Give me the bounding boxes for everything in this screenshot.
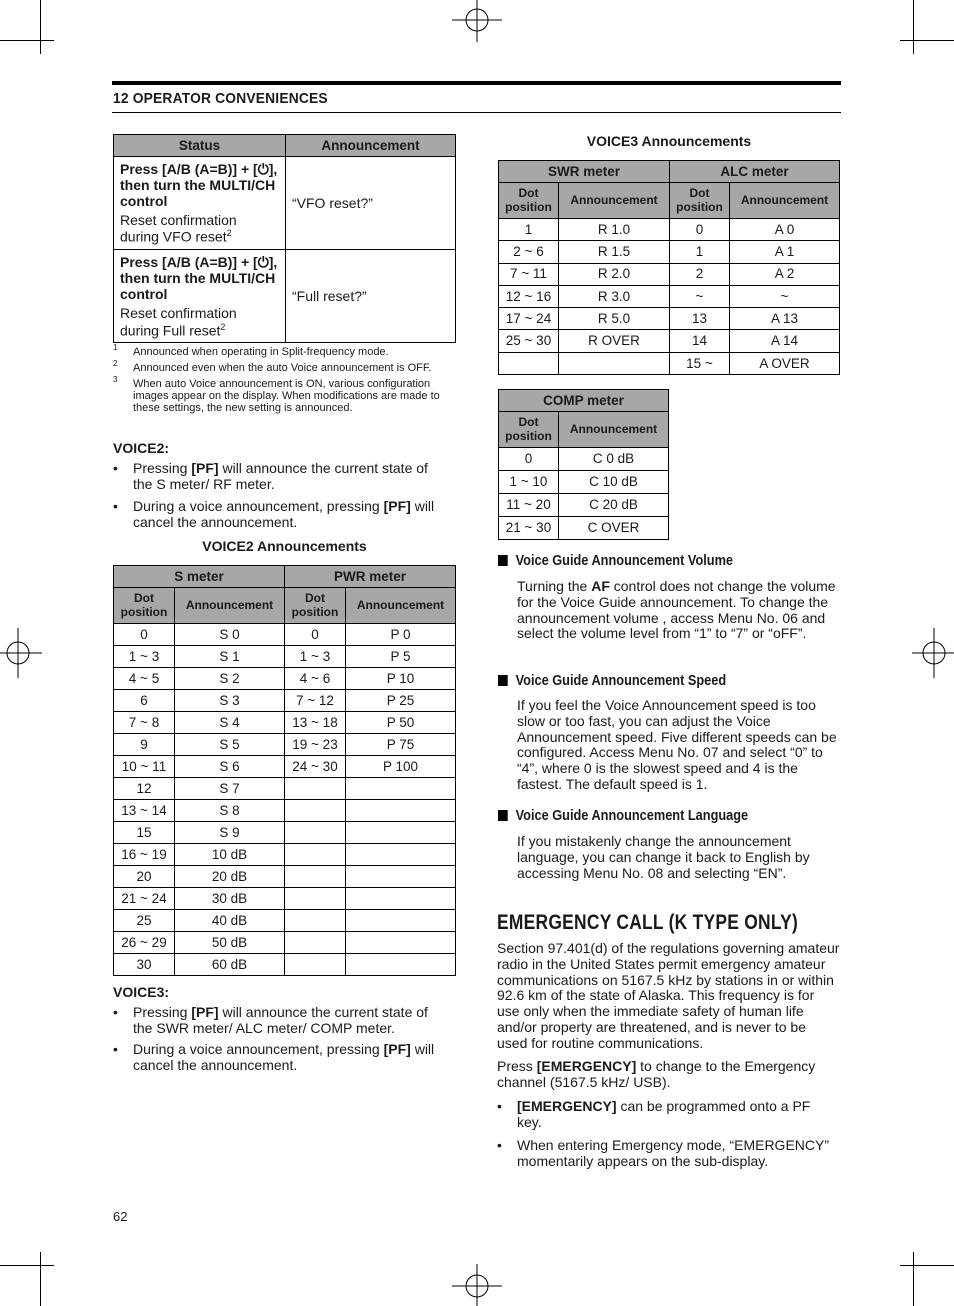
announcement-cell: 60 dB	[175, 954, 285, 976]
announcement-cell: A 0	[730, 219, 840, 241]
group-header-swr-meter: SWR meter	[499, 161, 670, 183]
dot-position-cell	[285, 910, 346, 932]
dot-position-cell: 13 ~ 18	[285, 712, 346, 734]
dot-position-cell: 0	[285, 624, 346, 646]
emergency-bullet: • When entering Emergency mode, “EMERGENCY” momentarily appears on the sub-display.	[497, 1137, 829, 1169]
voice3-bullet: • Pressing [PF] will announce the current state of the SWR meter/ ALC meter/ COMP meter.	[113, 1004, 428, 1036]
announcement-cell: 20 dB	[175, 866, 285, 888]
announcement-cell: S 4	[175, 712, 285, 734]
announcement-cell: C 10 dB	[559, 471, 669, 494]
announcement-cell: S 7	[175, 778, 285, 800]
table-row	[114, 690, 456, 712]
table-row	[499, 308, 840, 330]
dot-position-cell: 0	[114, 624, 175, 646]
group-header-s-meter: S meter	[114, 566, 285, 588]
crop-mark	[0, 1265, 54, 1266]
announcement-cell: “VFO reset?”	[286, 157, 456, 250]
voice2-heading: VOICE2:	[113, 440, 170, 456]
announcement-cell: A 1	[730, 241, 840, 263]
dot-position-cell: 1 ~ 3	[285, 646, 346, 668]
announcement-cell	[346, 954, 456, 976]
dot-position-cell: 25 ~ 30	[499, 330, 559, 352]
announcement-cell: P 50	[346, 712, 456, 734]
dot-position-cell: 1	[670, 241, 730, 263]
emergency-press-paragraph: Press [EMERGENCY] to change to the Emergency channel (5167.5 kHz/ USB).	[497, 1058, 816, 1090]
dot-position-cell: 12	[114, 778, 175, 800]
dot-position-cell: 15	[114, 822, 175, 844]
dot-position-cell: ~	[670, 285, 730, 307]
table-row	[114, 157, 456, 250]
crop-mark	[913, 0, 914, 54]
crop-mark	[0, 40, 54, 41]
announcement-cell: R 3.0	[559, 285, 670, 307]
dot-position-cell: 26 ~ 29	[114, 932, 175, 954]
dot-position-cell: 4 ~ 6	[285, 668, 346, 690]
voice2-announcements-table	[113, 565, 456, 976]
dot-position-cell: 16 ~ 19	[114, 844, 175, 866]
dot-position-cell	[285, 844, 346, 866]
announcement-cell: P 5	[346, 646, 456, 668]
table-row	[114, 954, 456, 976]
table-row	[114, 888, 456, 910]
dot-position-cell: 1 ~ 10	[499, 471, 559, 494]
dot-position-cell	[499, 352, 559, 374]
announcement-cell	[346, 932, 456, 954]
table-row	[499, 285, 840, 307]
emergency-paragraph: Section 97.401(d) of the regulations governing amateur radio in the United States permit emergency amateur communications on 5167.5 kHz by stations in or within 92.6 km of the state of Alaska. This frequency is for use only when the immediate safety of human life and/or property are threatened, and is never to be used for routine communications.	[497, 940, 840, 1051]
table-row	[499, 494, 669, 517]
dot-position-cell: 1	[499, 219, 559, 241]
dot-position-cell	[285, 800, 346, 822]
table-row	[499, 448, 669, 471]
dot-position-cell: 14	[670, 330, 730, 352]
voice2-caption: VOICE2 Announcements	[202, 538, 367, 554]
section-text-speed: If you feel the Voice Announcement speed is too slow or too fast, you can adjust the Voice Announcement speed. Five different speeds can be configured. Access Menu No. 07 and select “0” to “4”, where 0 is the slowest speed and 4 is the fastest. The default speed is 1.	[517, 697, 837, 793]
table-row	[114, 756, 456, 778]
dot-position-cell: 20	[114, 866, 175, 888]
status-description: Reset confirmation during VFO reset$^2$	[120, 212, 237, 246]
table-row	[499, 517, 669, 540]
dot-position-cell: 15 ~	[670, 352, 730, 374]
announcement-cell	[346, 778, 456, 800]
dot-position-cell: 13 ~ 14	[114, 800, 175, 822]
announcement-cell: R 5.0	[559, 308, 670, 330]
dot-position-cell: 2	[670, 263, 730, 285]
col-header-status: Status	[114, 135, 286, 157]
table-row	[499, 330, 840, 352]
subheader-announcement: Announcement	[175, 588, 285, 624]
table-row	[499, 263, 840, 285]
col-header-announcement: Announcement	[286, 135, 456, 157]
announcement-cell: S 0	[175, 624, 285, 646]
dot-position-cell	[285, 866, 346, 888]
table-row	[114, 800, 456, 822]
table-row	[499, 352, 840, 374]
dot-position-cell: 13	[670, 308, 730, 330]
subheader-announcement: Announcement	[730, 183, 840, 219]
announcement-cell	[559, 352, 670, 374]
crop-mark	[900, 40, 954, 41]
announcement-cell: S 3	[175, 690, 285, 712]
announcement-cell: R 1.5	[559, 241, 670, 263]
status-cell	[114, 157, 286, 250]
announcement-cell: S 5	[175, 734, 285, 756]
voice3-announcements-table	[498, 160, 840, 375]
subheader-dot-position: Dot position	[114, 588, 175, 624]
announcement-cell: R 1.0	[559, 219, 670, 241]
table-row	[114, 668, 456, 690]
group-header-alc-meter: ALC meter	[670, 161, 840, 183]
dot-position-cell: 7 ~ 8	[114, 712, 175, 734]
dot-position-cell	[285, 954, 346, 976]
announcement-cell: A OVER	[730, 352, 840, 374]
dot-position-cell	[285, 932, 346, 954]
square-bullet-icon	[498, 810, 508, 821]
comp-meter-table	[498, 389, 669, 540]
section-heading-speed: Voice Guide Announcement Speed	[498, 673, 726, 690]
table-row	[114, 646, 456, 668]
announcement-cell: A 13	[730, 308, 840, 330]
section-heading-language: Voice Guide Announcement Language	[498, 808, 748, 825]
voice2-bullet: • Pressing [PF] will announce the current state of the S meter/ RF meter.	[113, 460, 428, 492]
table-row	[114, 712, 456, 734]
dot-position-cell: 9	[114, 734, 175, 756]
announcement-cell: S 8	[175, 800, 285, 822]
dot-position-cell	[285, 822, 346, 844]
dot-position-cell: 7 ~ 11	[499, 263, 559, 285]
announcement-cell: P 25	[346, 690, 456, 712]
emergency-heading: EMERGENCY CALL (K TYPE ONLY)	[497, 911, 799, 934]
table-row	[114, 932, 456, 954]
announcement-cell: 10 dB	[175, 844, 285, 866]
registration-mark-icon	[452, 0, 502, 42]
dot-position-cell: 24 ~ 30	[285, 756, 346, 778]
status-cell	[114, 250, 286, 343]
table-row	[499, 241, 840, 263]
table-row	[114, 734, 456, 756]
table-row	[114, 822, 456, 844]
registration-mark-icon	[912, 628, 954, 678]
announcement-cell	[346, 822, 456, 844]
subheader-dot-position: Dot position	[499, 183, 559, 219]
section-text-language: If you mistakenly change the announcement language, you can change it back to English by accessing Menu No. 08 and selecting “EN”.	[517, 833, 810, 881]
dot-position-cell: 0	[670, 219, 730, 241]
dot-position-cell: 12 ~ 16	[499, 285, 559, 307]
announcement-cell: P 75	[346, 734, 456, 756]
footnote: 2 Announced even when the auto Voice announcement is OFF.	[113, 359, 432, 374]
dot-position-cell: 6	[114, 690, 175, 712]
announcement-cell: S 1	[175, 646, 285, 668]
dot-position-cell: 11 ~ 20	[499, 494, 559, 517]
page-number: 62	[113, 1209, 128, 1224]
dot-position-cell: 21 ~ 30	[499, 517, 559, 540]
dot-position-cell: 7 ~ 12	[285, 690, 346, 712]
announcement-cell: S 6	[175, 756, 285, 778]
group-header-pwr-meter: PWR meter	[285, 566, 456, 588]
voice3-heading: VOICE3:	[113, 984, 170, 1000]
announcement-cell: C 0 dB	[559, 448, 669, 471]
crop-mark	[900, 1265, 954, 1266]
announcement-cell: 50 dB	[175, 932, 285, 954]
section-text-volume: Turning the AF control does not change the volume for the Voice Guide announcement. To change the announcement volume , access Menu No. 06 and select the volume level from “1” to “7” or “oFF”.	[517, 578, 836, 642]
registration-mark-icon	[0, 628, 42, 678]
crop-mark	[913, 1252, 914, 1306]
footnote: 3 When auto Voice announcement is ON, various configuration images appear on the display. When modifications are made to these settings, the new setting is announced.	[113, 375, 440, 415]
announcement-cell: S 2	[175, 668, 285, 690]
dot-position-cell	[285, 888, 346, 910]
announcement-cell: C 20 dB	[559, 494, 669, 517]
announcement-cell: ~	[730, 285, 840, 307]
table-row	[499, 471, 669, 494]
dot-position-cell: 2 ~ 6	[499, 241, 559, 263]
registration-mark-icon	[452, 1264, 502, 1306]
announcement-cell: A 14	[730, 330, 840, 352]
announcement-cell: P 0	[346, 624, 456, 646]
dot-position-cell: 30	[114, 954, 175, 976]
status-action: Press [A/B (A=B)] + [⏻], then turn the MULTI/CH control	[120, 161, 278, 210]
table-row	[499, 219, 840, 241]
announcement-cell	[346, 910, 456, 932]
announcement-cell: R OVER	[559, 330, 670, 352]
table-row	[114, 250, 456, 343]
subheader-dot-position: Dot position	[499, 412, 559, 448]
subheader-announcement: Announcement	[346, 588, 456, 624]
voice3-bullet: • During a voice announcement, pressing [PF] will cancel the announcement.	[113, 1041, 435, 1073]
dot-position-cell: 19 ~ 23	[285, 734, 346, 756]
dot-position-cell: 17 ~ 24	[499, 308, 559, 330]
announcement-cell	[346, 800, 456, 822]
announcement-cell: S 9	[175, 822, 285, 844]
dot-position-cell: 10 ~ 11	[114, 756, 175, 778]
table-row	[114, 844, 456, 866]
header-rule	[112, 81, 841, 85]
subheader-dot-position: Dot position	[285, 588, 346, 624]
square-bullet-icon	[498, 675, 508, 686]
table-row	[114, 866, 456, 888]
announcement-cell: C OVER	[559, 517, 669, 540]
announcement-cell	[346, 844, 456, 866]
announcement-cell: “Full reset?”	[286, 250, 456, 343]
status-announcement-table	[113, 134, 456, 343]
dot-position-cell	[285, 778, 346, 800]
dot-position-cell: 25	[114, 910, 175, 932]
emergency-bullet: • [EMERGENCY] can be programmed onto a PF key.	[497, 1098, 811, 1130]
announcement-cell: 40 dB	[175, 910, 285, 932]
dot-position-cell: 4 ~ 5	[114, 668, 175, 690]
subheader-announcement: Announcement	[559, 183, 670, 219]
table-row	[114, 624, 456, 646]
voice3-caption: VOICE3 Announcements	[586, 133, 752, 149]
announcement-cell: P 100	[346, 756, 456, 778]
announcement-cell	[346, 888, 456, 910]
header-underline	[112, 112, 841, 113]
section-heading-volume: Voice Guide Announcement Volume	[498, 553, 733, 570]
announcement-cell: P 10	[346, 668, 456, 690]
announcement-cell: R 2.0	[559, 263, 670, 285]
crop-mark	[40, 1252, 41, 1306]
dot-position-cell: 0	[499, 448, 559, 471]
announcement-cell: 30 dB	[175, 888, 285, 910]
voice2-bullet: • During a voice announcement, pressing [PF] will cancel the announcement.	[113, 498, 435, 530]
status-description: Reset confirmation during Full reset$^2$	[120, 305, 237, 339]
table-row	[114, 778, 456, 800]
table-row	[114, 910, 456, 932]
group-header-comp-meter: COMP meter	[499, 390, 669, 412]
announcement-cell: A 2	[730, 263, 840, 285]
dot-position-cell: 1 ~ 3	[114, 646, 175, 668]
subheader-announcement: Announcement	[559, 412, 669, 448]
square-bullet-icon	[498, 555, 508, 566]
status-action: Press [A/B (A=B)] + [⏻], then turn the MULTI/CH control	[120, 254, 278, 303]
subheader-dot-position: Dot position	[670, 183, 730, 219]
announcement-cell	[346, 866, 456, 888]
footnote: 1 Announced when operating in Split-frequency mode.	[113, 343, 389, 358]
page-header-title: 12 OPERATOR CONVENIENCES	[113, 90, 328, 107]
crop-mark	[40, 0, 41, 54]
dot-position-cell: 21 ~ 24	[114, 888, 175, 910]
